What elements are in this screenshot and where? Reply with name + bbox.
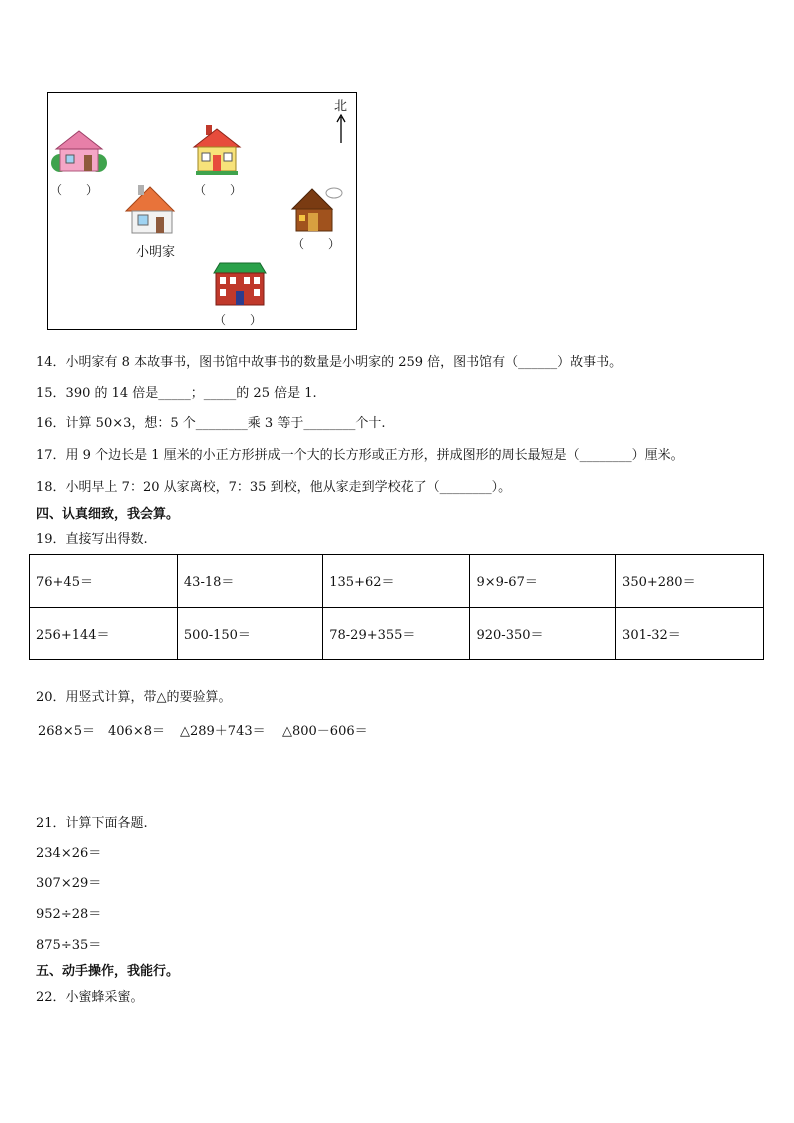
q21-item-4: 875÷35＝	[36, 938, 102, 953]
question-16: 16．计算 50×3，想：5 个________乘 3 等于________个十.	[36, 416, 386, 431]
q20-item-1: 268×5＝	[38, 724, 95, 739]
table-cell: 76+45＝	[30, 555, 178, 608]
q21-item-2: 307×29＝	[36, 876, 102, 891]
table-cell: 500-150＝	[177, 607, 322, 660]
table-cell: 920-350＝	[470, 607, 616, 660]
table-cell: 43-18＝	[177, 555, 322, 608]
q20-item-3: △289＋743＝	[180, 724, 266, 739]
answer-blank-1: （ ）	[50, 183, 99, 197]
q21-item-1: 234×26＝	[36, 846, 102, 861]
answer-blank-2: （ ）	[194, 183, 243, 197]
table-cell: 9×9-67＝	[470, 555, 616, 608]
table-cell: 256+144＝	[30, 607, 178, 660]
table-cell: 350+280＝	[616, 555, 764, 608]
question-19: 19．直接写出得数.	[36, 532, 148, 547]
north-label: 北	[334, 99, 348, 114]
school-building-icon	[212, 261, 268, 307]
xiaoming-house-icon	[124, 185, 180, 237]
section-4-heading: 四、认真细致，我会算。	[36, 507, 180, 522]
pink-house-icon	[50, 127, 108, 173]
north-arrow-icon	[336, 113, 346, 145]
yellow-house-icon	[192, 125, 242, 177]
location-map	[47, 92, 357, 330]
xiaoming-home-label: 小明家	[136, 245, 176, 260]
hut-icon	[290, 185, 344, 235]
question-18: 18．小明早上 7：20 从家离校，7：35 到校，他从家走到学校花了（________）。	[36, 480, 512, 495]
table-row	[30, 555, 764, 608]
answer-blank-3: （ ）	[292, 237, 341, 251]
table-cell: 78-29+355＝	[323, 607, 470, 660]
question-21: 21．计算下面各题.	[36, 816, 148, 831]
answer-blank-4: （ ）	[214, 313, 263, 327]
table-row	[30, 607, 764, 660]
section-5-heading: 五、动手操作，我能行。	[36, 964, 180, 979]
question-20: 20．用竖式计算，带△的要验算。	[36, 690, 232, 705]
question-17: 17．用 9 个边长是 1 厘米的小正方形拼成一个大的长方形或正方形，拼成图形的周长最短是（________）厘米。	[36, 448, 684, 463]
table-cell: 301-32＝	[616, 607, 764, 660]
question-15: 15．390 的 14 倍是_____；_____的 25 倍是 1.	[36, 386, 317, 401]
mental-math-table	[29, 554, 764, 660]
table-cell: 135+62＝	[323, 555, 470, 608]
question-14: 14．小明家有 8 本故事书，图书馆中故事书的数量是小明家的 259 倍，图书馆有（______）故事书。	[36, 355, 623, 370]
q21-item-3: 952÷28＝	[36, 907, 102, 922]
q20-item-4: △800－606＝	[282, 724, 368, 739]
q20-item-2: 406×8＝	[108, 724, 165, 739]
question-22: 22．小蜜蜂采蜜。	[36, 990, 144, 1005]
